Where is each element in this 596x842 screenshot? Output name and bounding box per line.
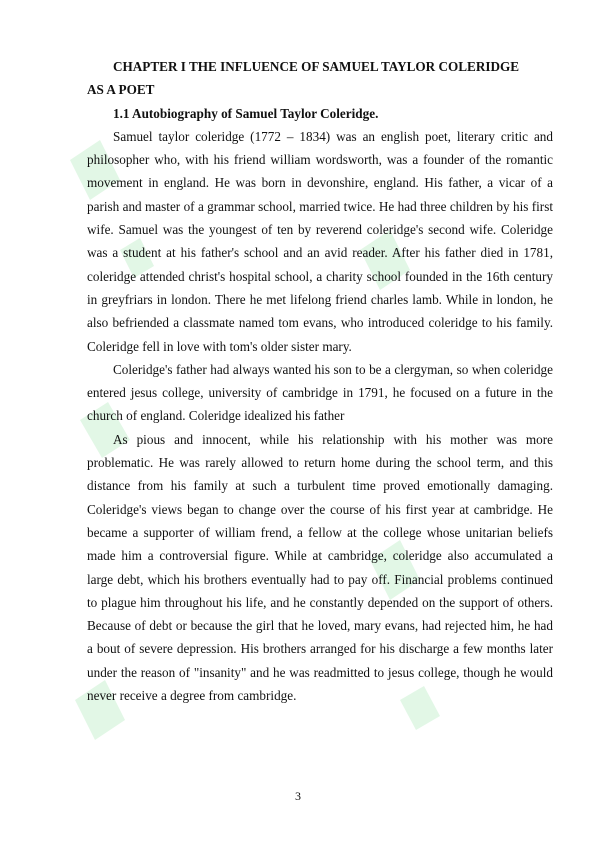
chapter-heading-line2: AS A POET bbox=[87, 82, 155, 98]
chapter-heading bbox=[87, 55, 553, 102]
paragraph: Samuel taylor coleridge (1772 – 1834) was an english poet, literary critic and philosopher who, with his friend william wordsworth, was a founder of the romantic movement in england. He was born in devonshire, england. His father, a vicar of a parish and master of a grammar school, married twice. He had three children by his first wife. Samuel was the youngest of ten by reverend coleridge's second wife. Coleridge was a student at his father's school and an avid reader. After his father died in 1781, coleridge attended christ's hospital school, a charity school founded in the 16th century in greyfriars in london. There he met lifelong friend charles lamb. While in london, he also befriended a classmate named tom evans, who introduced coleridge to his family. Coleridge fell in love with tom's older sister mary. bbox=[87, 128, 553, 354]
section-heading: 1.1 Autobiography of Samuel Taylor Coleridge. bbox=[113, 105, 379, 121]
page-number: 3 bbox=[295, 789, 301, 803]
paragraph: As pious and innocent, while his relationship with his mother was more problematic. He was rarely allowed to return home during the school term, and this distance from his family at such a turbulent time proved emotionally damaging. Coleridge's views began to change over the course of his first year at cambridge. He became a supporter of william frend, a fellow at the college whose unitarian beliefs made him a controversial figure. While at cambridge, coleridge also accumulated a large debt, which his brothers eventually had to pay off. Financial problems continued to plague him throughout his life, and he constantly depended on the support of others. Because of debt or because the girl that he loved, mary evans, had rejected him, he had a bout of severe depression. His brothers arranged for his discharge a few months later under the reason of "insanity" and he was readmitted to jesus college, though he would never receive a degree from cambridge. bbox=[87, 431, 553, 704]
page-content bbox=[87, 55, 553, 707]
chapter-heading-line1: CHAPTER I THE INFLUENCE OF SAMUEL TAYLOR COLERIDGE bbox=[113, 59, 520, 74]
paragraph: Coleridge's father had always wanted his son to be a clergyman, so when coleridge entered jesus college, university of cambridge in 1791, he focused on a future in the church of england. Coleridge idealized his father bbox=[87, 361, 553, 424]
